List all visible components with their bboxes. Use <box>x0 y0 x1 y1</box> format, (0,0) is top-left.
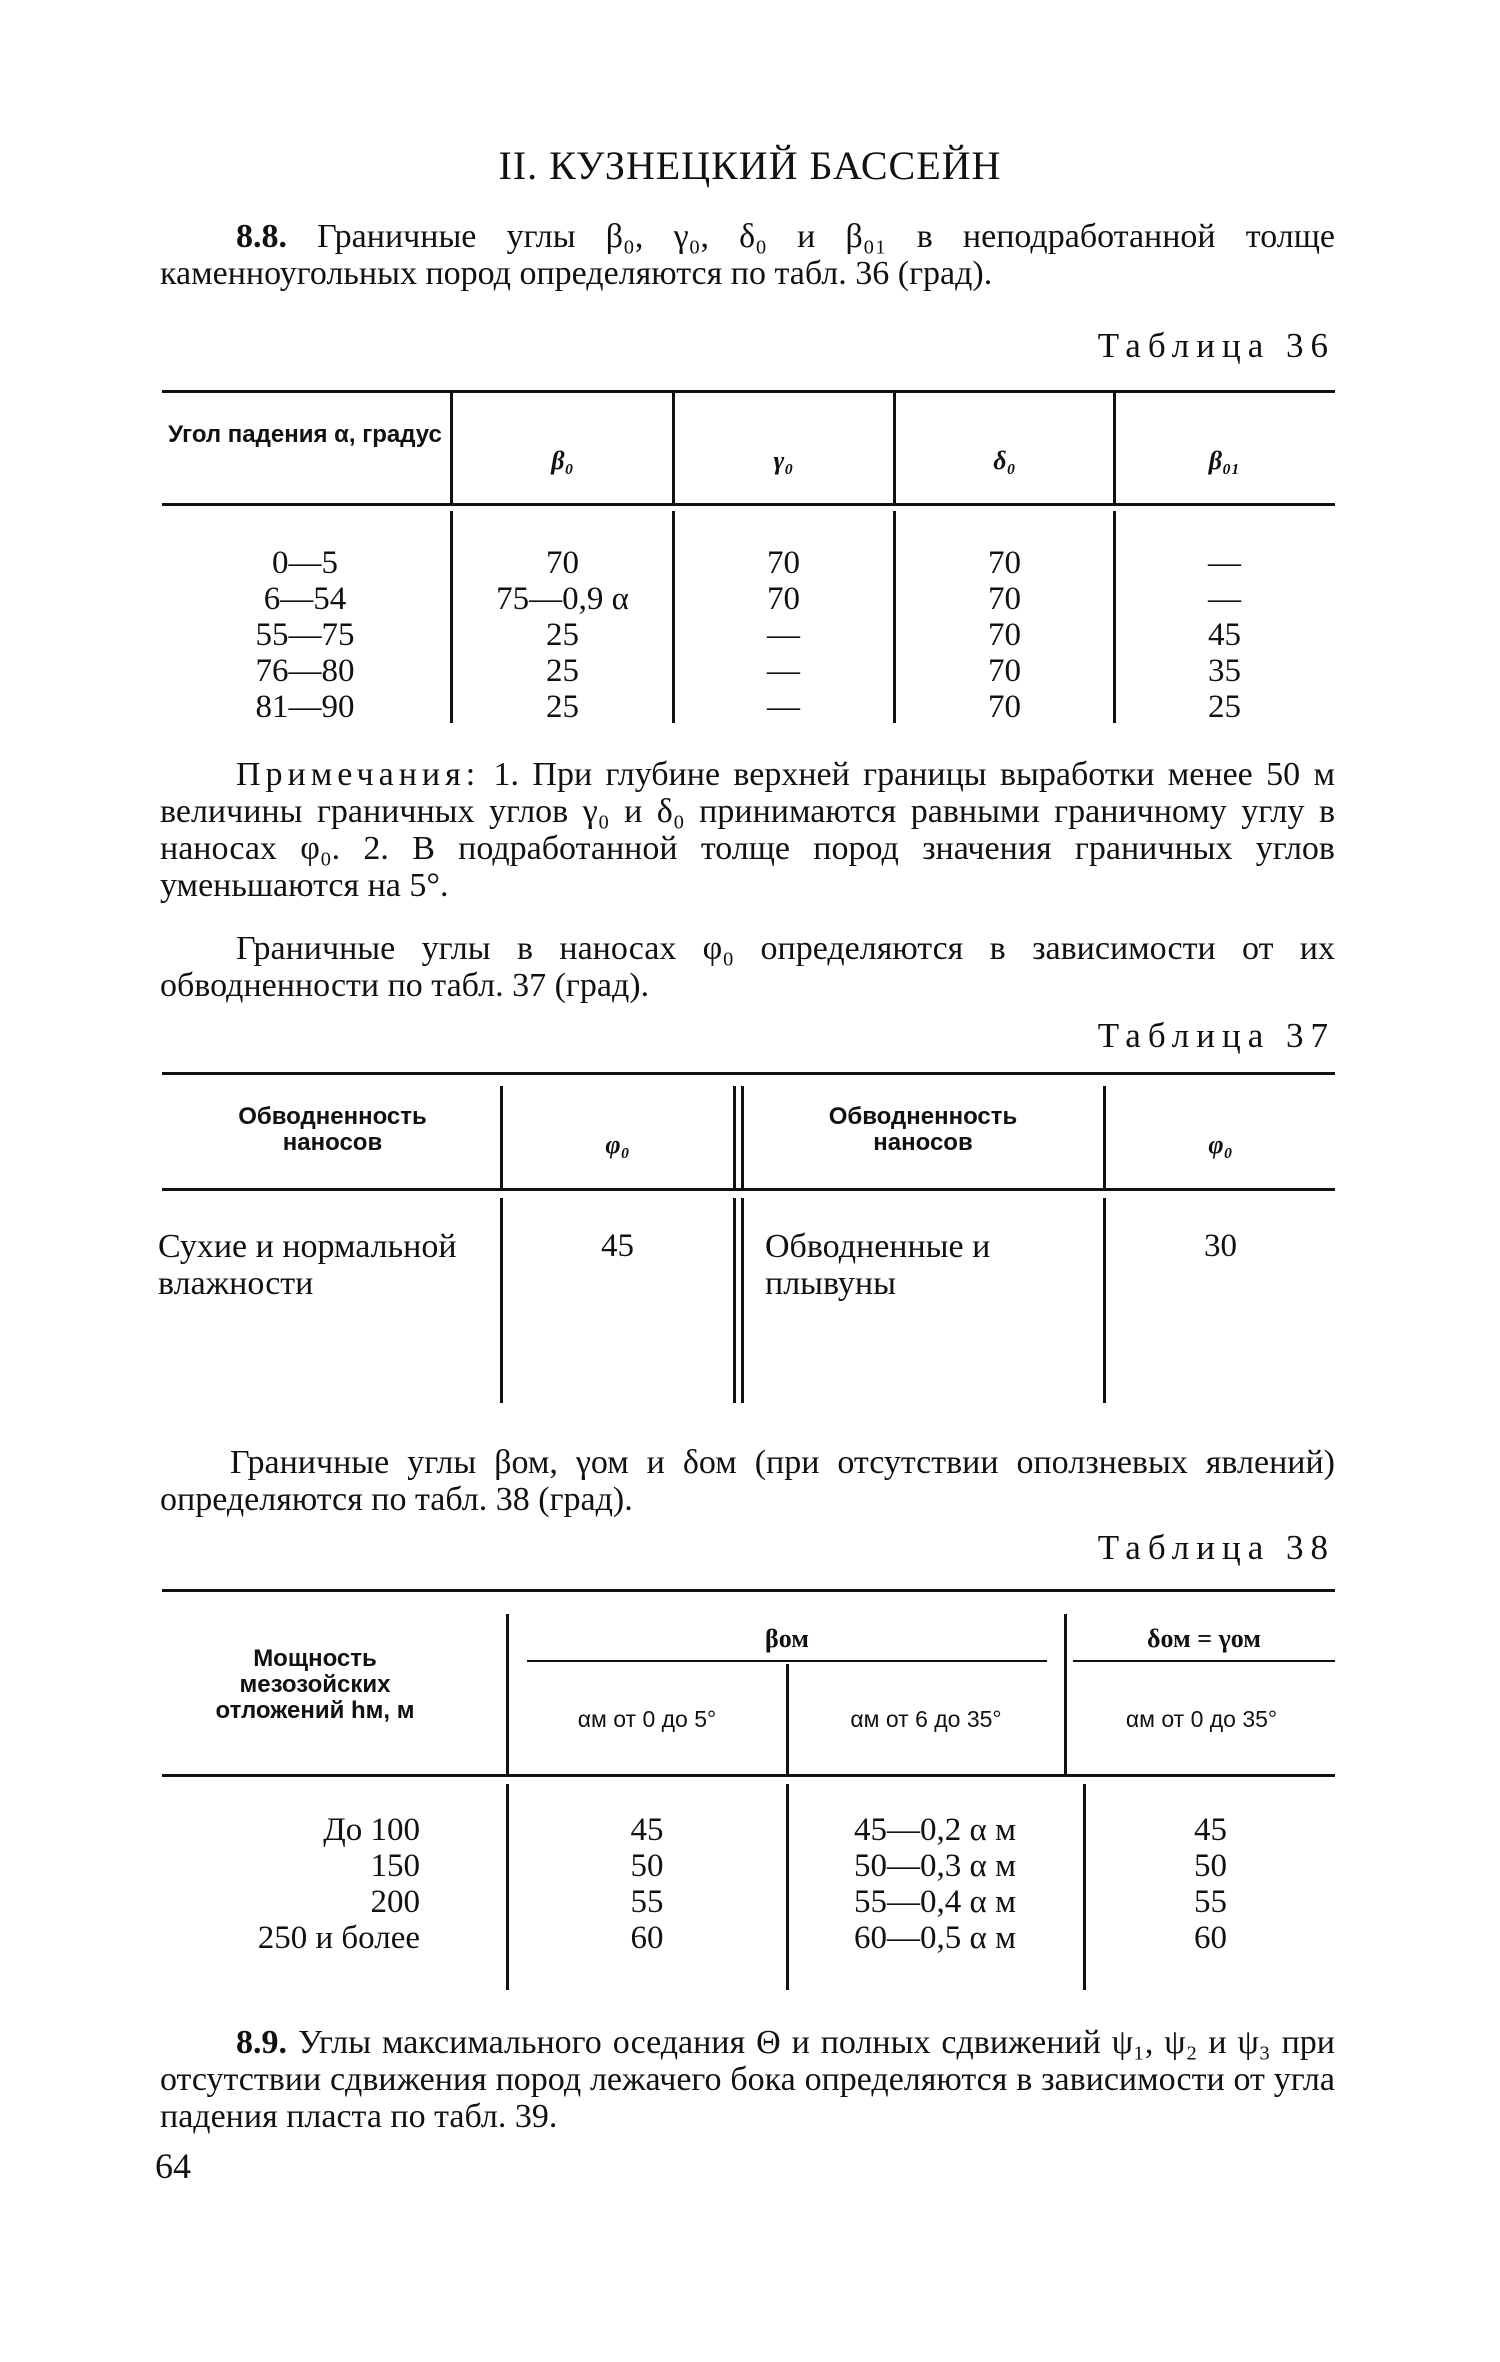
table-cell: 75—0,9 α <box>496 581 629 617</box>
column-divider <box>500 1198 503 1403</box>
notes-label: Примечания: <box>236 756 481 793</box>
table-cell: 60 <box>1194 1920 1227 1956</box>
table-cell: 25 <box>546 689 579 725</box>
header-alpha-0-5: αм от 0 до 5° <box>577 1706 717 1732</box>
cell-dry-normal: Сухие и нормальной влажности <box>158 1228 457 1302</box>
column-beta-0-5 <box>510 1812 784 1956</box>
column-divider <box>741 1086 744 1188</box>
section-title: II. КУЗНЕЦКИЙ БАССЕЙН <box>498 143 1002 188</box>
table-cell: 25 <box>1208 689 1241 725</box>
header-alpha-6-35: αм от 6 до 35° <box>850 1706 1002 1732</box>
column-divider <box>893 511 896 723</box>
table-cell: 60—0,5 α м <box>854 1920 1016 1956</box>
paragraph-text: Граничные углы в наносах φ₀ определяются в зависимости от их обводненности по табл. 37 (град). <box>160 930 1335 1004</box>
table-rule <box>162 1188 1335 1191</box>
table-rule <box>527 1660 1047 1662</box>
table-cell: 45 <box>630 1812 664 1848</box>
column-beta01 <box>1117 545 1332 725</box>
table-36-notes <box>160 756 1335 904</box>
column-divider <box>741 1198 744 1403</box>
column-divider <box>1103 1086 1106 1188</box>
table-cell: 50—0,3 α м <box>854 1848 1016 1884</box>
table-cell: 81—90 <box>255 689 355 725</box>
column-divider <box>786 1784 789 1990</box>
table-cell: 70 <box>988 617 1021 653</box>
table-cell: 150 <box>370 1848 420 1884</box>
table-cell: 0—5 <box>272 545 338 581</box>
table-cell: — <box>767 689 800 725</box>
cell-phi0-watered: 30 <box>1204 1228 1237 1264</box>
table-cell: 35 <box>1208 653 1241 689</box>
header-gamma0: γ₀ <box>773 446 794 475</box>
table-cell: — <box>1208 545 1241 581</box>
paragraph-text: Граничные углы βом, γом и δом (при отсутствии оползневых явлений) определяются по табл. 38 (град). <box>160 1444 1335 1518</box>
header-water-content-2: Обводненность наносов <box>828 1103 1018 1156</box>
header-beta-om: βом <box>765 1624 809 1653</box>
table-cell: 45—0,2 α м <box>854 1812 1016 1848</box>
table-cell: 55 <box>630 1884 664 1920</box>
column-beta-6-35 <box>790 1812 1080 1956</box>
column-divider <box>1083 1784 1086 1990</box>
table-cell: 50 <box>1194 1848 1227 1884</box>
column-beta0 <box>455 545 670 725</box>
clause-text: Граничные углы β₀, γ₀, δ₀ и β₀₁ в неподработанной толще каменноугольных пород определяются по табл. 36 (град). <box>160 218 1335 292</box>
paragraph-8-8 <box>160 218 1335 292</box>
column-divider <box>733 1086 736 1188</box>
table-rule <box>1073 1660 1335 1662</box>
column-divider <box>786 1664 789 1774</box>
table-cell: 25 <box>546 653 579 689</box>
table-cell: 76—80 <box>255 653 355 689</box>
header-beta01: β₀₁ <box>1208 446 1241 475</box>
column-divider <box>500 1086 503 1188</box>
column-divider <box>672 511 675 723</box>
column-thickness <box>165 1812 420 1956</box>
header-phi0: φ₀ <box>605 1130 630 1159</box>
table-37-caption: Таблица 37 <box>1097 1016 1335 1055</box>
column-divider <box>893 392 896 503</box>
paragraph-8-9 <box>160 2024 1335 2135</box>
column-divider <box>733 1198 736 1403</box>
table-cell: 50 <box>630 1848 664 1884</box>
table-cell: 70 <box>988 689 1021 725</box>
table-cell: — <box>767 653 800 689</box>
table-cell: 250 и более <box>257 1920 420 1956</box>
table-cell: 55—0,4 α м <box>854 1884 1016 1920</box>
table-cell: 70 <box>988 581 1021 617</box>
column-delta-gamma <box>1088 1812 1333 1956</box>
paragraph-nanos <box>160 930 1335 1004</box>
clause-number: 8.9. <box>236 2024 287 2061</box>
column-divider <box>1113 511 1116 723</box>
header-alpha-0-35: αм от 0 до 35° <box>1125 1706 1278 1732</box>
table-cell: До 100 <box>323 1812 420 1848</box>
paragraph-om <box>160 1444 1335 1518</box>
table-cell: 55 <box>1194 1884 1227 1920</box>
table-cell: 6—54 <box>263 581 347 617</box>
header-water-content: Обводненность наносов <box>238 1103 427 1156</box>
table-cell: 70 <box>988 653 1021 689</box>
column-divider <box>506 1614 509 1774</box>
column-divider <box>1103 1198 1106 1403</box>
column-dip-angle <box>165 545 445 725</box>
table-36-caption: Таблица 36 <box>1097 326 1335 365</box>
header-dip-angle: Угол падения α, градус <box>168 421 442 448</box>
page-number: 64 <box>155 2146 191 2186</box>
column-divider <box>450 392 453 503</box>
notes-text: 1. При глубине верхней границы выработки менее 50 м величины граничных углов γ₀ и δ₀ принимаются равными граничному углу в наносах φ₀. 2. В подработанной толще пород значения граничных углов уменьшаются на 5°. <box>160 756 1335 904</box>
table-rule <box>162 503 1335 506</box>
column-divider <box>1064 1614 1067 1774</box>
table-rule <box>162 1072 1335 1075</box>
header-delta-gamma-om: δом = γом <box>1147 1624 1261 1653</box>
column-gamma0 <box>676 545 891 725</box>
table-cell: 45 <box>1208 617 1241 653</box>
header-beta0: β₀ <box>551 446 574 475</box>
cell-watered: Обводненные и плывуны <box>765 1228 991 1302</box>
table-cell: — <box>767 617 800 653</box>
table-cell: 200 <box>370 1884 420 1920</box>
header-thickness: Мощность мезозойских отложений hм, м <box>215 1645 415 1724</box>
table-cell: 70 <box>767 581 800 617</box>
table-cell: 45 <box>1194 1812 1227 1848</box>
column-divider <box>450 511 453 723</box>
table-cell: 25 <box>546 617 579 653</box>
table-38-caption: Таблица 38 <box>1097 1528 1335 1567</box>
table-rule <box>162 1589 1335 1592</box>
table-cell: 55—75 <box>255 617 355 653</box>
table-rule <box>162 390 1335 393</box>
column-divider <box>1113 392 1116 503</box>
clause-number: 8.8. <box>236 218 287 255</box>
cell-phi0-dry: 45 <box>601 1228 634 1264</box>
table-cell: 70 <box>767 545 800 581</box>
header-delta0: δ₀ <box>993 446 1016 475</box>
header-phi0-2: φ₀ <box>1208 1130 1233 1159</box>
column-divider <box>506 1784 509 1990</box>
column-divider <box>672 392 675 503</box>
clause-text: Углы максимального оседания Θ и полных сдвижений ψ₁, ψ₂ и ψ₃ при отсутствии сдвижения пород лежачего бока определяются в зависимости от угла падения пласта по табл. 39. <box>160 2024 1335 2135</box>
table-cell: 70 <box>546 545 579 581</box>
table-cell: — <box>1208 581 1241 617</box>
table-cell: 70 <box>988 545 1021 581</box>
column-delta0 <box>897 545 1112 725</box>
table-rule <box>162 1774 1335 1777</box>
table-cell: 60 <box>630 1920 664 1956</box>
